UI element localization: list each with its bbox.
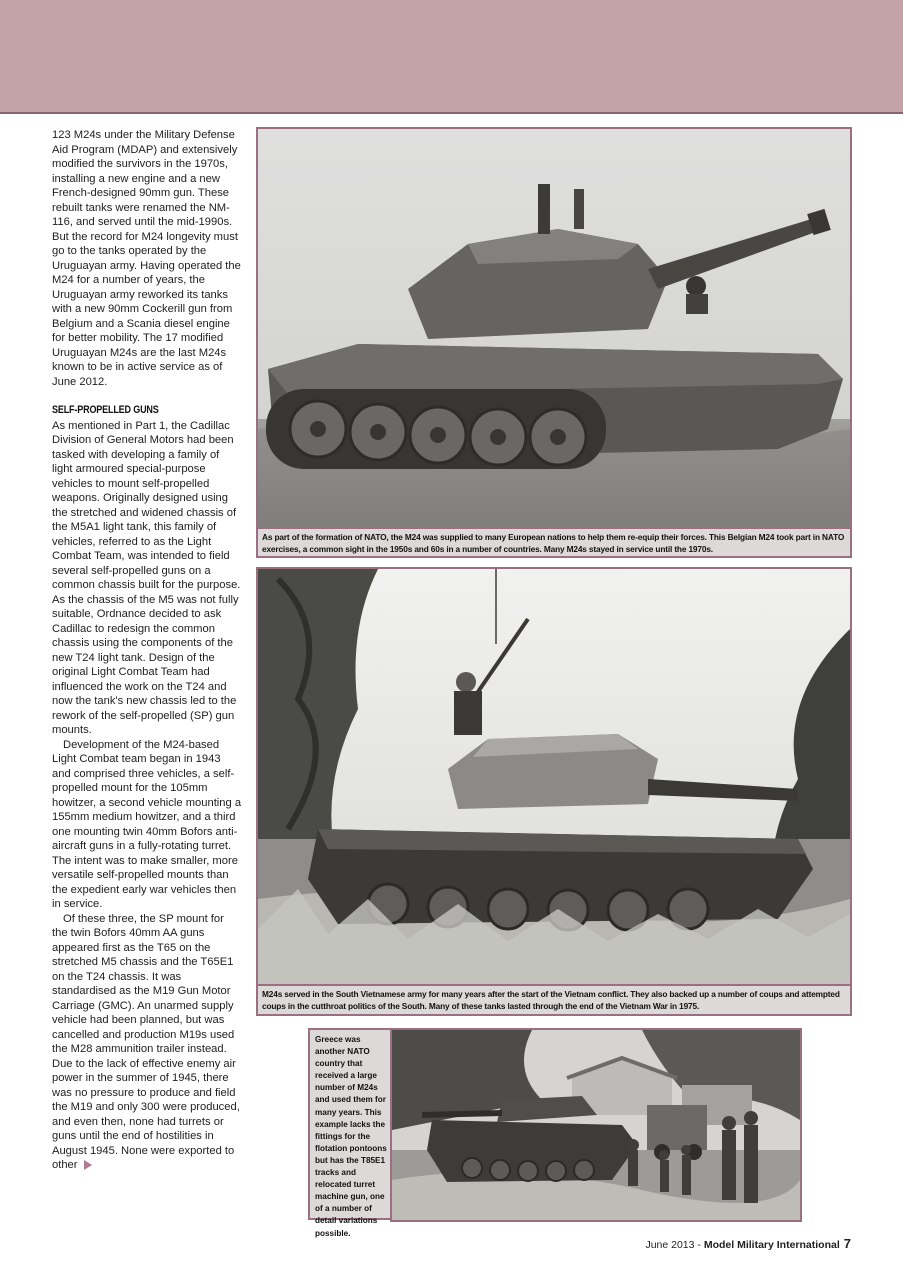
body-paragraph-text: Of these three, the SP mount for the twin Bofors 40mm AA guns appeared first as the T65 on the stretched M5 chassis and the T65E1 on the T24 chassis. It was standardised as the M19 Gun Motor Carriage (GMC). An unarmed supply vehicle had been planned, but was cancelled and production M19s used the M28 ammunition trailer instead. Due to the lack of effective enemy air power in the summer of 1945, there was no pressure to produce and field the M19 and only 300 were produced, and even then, none had turrets or guns until the end of hostilities in August 1945. None were exported to other	[52, 912, 240, 1171]
page-footer	[645, 1236, 851, 1251]
page-number: 7	[843, 1236, 851, 1251]
tank-photo-1-image	[258, 129, 850, 527]
photo-belgian-m24	[256, 127, 852, 529]
issue-date: June 2013 -	[645, 1239, 704, 1251]
photo-caption: As part of the formation of NATO, the M24 was supplied to many European nations to help them re-equip their forces. This Belgian M24 took part in NATO exercises, a common sight in the 1950s and 60s in a number of countries. Many M24s stayed in service until the 1970s.	[256, 529, 852, 558]
photo-greek-m24	[390, 1028, 802, 1222]
tank-photo-2-image	[258, 569, 850, 984]
magazine-title: Model Military International	[703, 1239, 840, 1251]
tank-photo-3-image	[392, 1030, 800, 1220]
photo-caption: Greece was another NATO country that received a large number of M24s and used them for many years. This example lacks the fittings for the flotation pontoons but has the T85E1 tracks and relocated turret machine gun, one of a number of detail variations possible.	[308, 1028, 392, 1220]
continue-arrow-icon	[84, 1160, 92, 1170]
body-text-column	[52, 128, 242, 1173]
photo-vietnam-m24	[256, 567, 852, 986]
header-color-band	[0, 0, 903, 114]
body-paragraph: Development of the M24-based Light Combat team began in 1943 and comprised three vehicles, a self-propelled mount for the 105mm howitzer, a second vehicle mounting a 155mm medium howitzer, and a third one mounting twin 40mm Bofors anti-aircraft guns in a fully-rotating turret. The intent was to make smaller, more versatile self-propelled mounts than the expedient early war vehicles then in service.	[52, 738, 242, 910]
section-heading: SELF-PROPELLED GUNS	[52, 404, 159, 416]
body-paragraph: As mentioned in Part 1, the Cadillac Division of General Motors had been tasked with developing a family of light armoured special-purpose vehicles to mount self-propelled weapons. Originally designed using the stretched and widened chassis of the M5A1 light tank, this family of vehicles, referred to as the Light Combat Team, was intended to field several self-propelled guns on a common chassis built for the purpose. As the chassis of the M5 was not fully suitable, Ordnance decided to ask Cadillac to redesign the common chassis using the components of the new T24 light tank. Design of the original Light Combat Team had influenced the work on the T24 and now the tank's new chassis led to the rework of the self-propelled (SP) gun mounts.	[52, 419, 241, 736]
body-paragraph: 123 M24s under the Military Defense Aid Program (MDAP) and extensively modified the survivors in the 1970s, installing a new engine and a new French-designed 90mm gun. These rebuilt tanks were renamed the NM-116, and served until the mid-1990s. But the record for M24 longevity must go to the tanks operated by the Uruguayan army. Having operated the M24 for a number of years, the Uruguayan army reworked its tanks with a new 90mm Cockerill gun from Belgium and a Scania diesel engine for better mobility. The 17 modified Uruguayan M24s are the last M24s known to be in active service as of June 2012.	[52, 129, 241, 388]
photo-caption: M24s served in the South Vietnamese army for many years after the start of the Vietnam conflict. They also backed up a number of coups and attempted coups in the cutthroat politics of the South. Many of these tanks lasted through the end of the Vietnam War in 1975.	[256, 986, 852, 1016]
body-paragraph	[52, 912, 242, 1173]
